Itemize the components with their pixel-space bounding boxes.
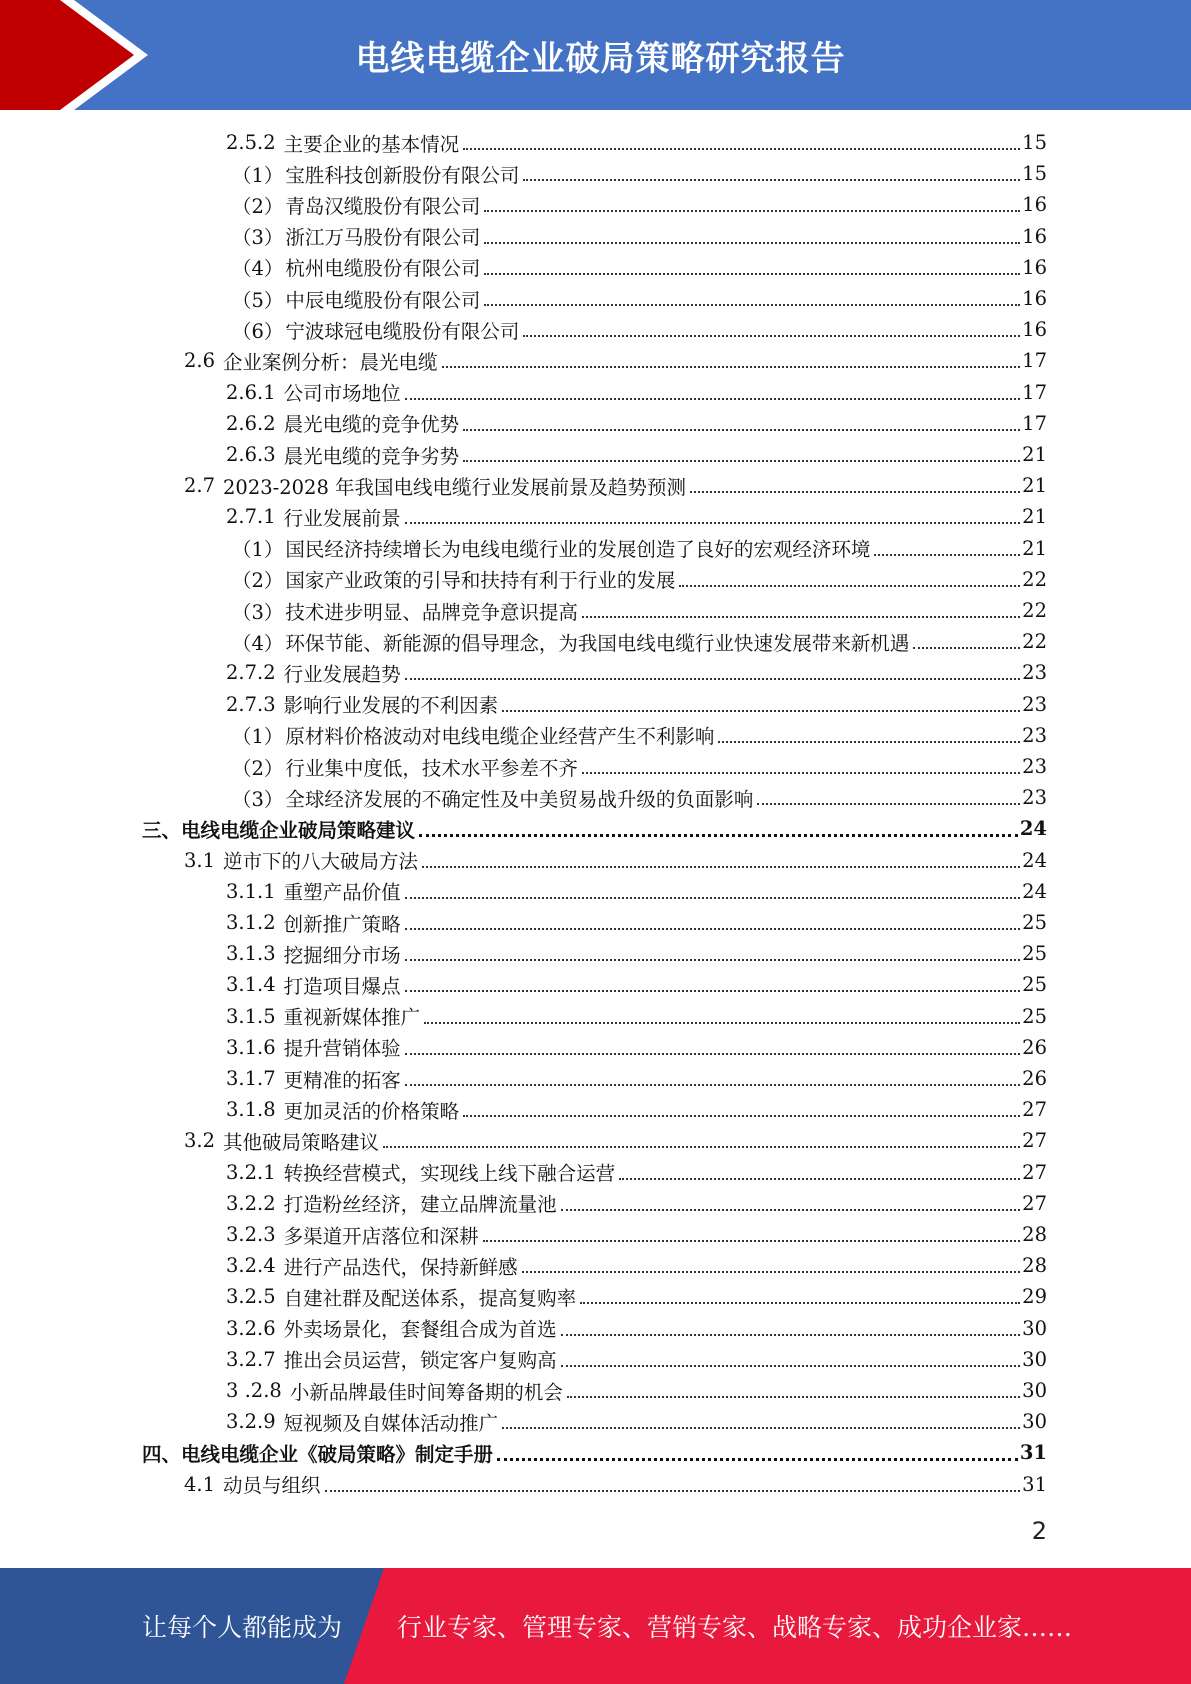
toc-entry[interactable] [226, 938, 1047, 969]
toc-leader-dots [424, 1021, 1020, 1024]
toc-entry-title: 小新品牌最佳时间筹备期的机会 [289, 1380, 563, 1404]
toc-entry-number: 3.2.2 [226, 1191, 276, 1215]
toc-entry-number: 3.2.5 [226, 1285, 276, 1309]
toc-entry-title: 重塑产品价值 [283, 881, 401, 905]
toc-entry-number: 2.6.1 [226, 380, 276, 404]
page-number: 2 [1031, 1517, 1047, 1545]
toc-entry[interactable] [226, 501, 1047, 532]
toc-entry-page: 27 [1022, 1098, 1047, 1122]
toc-entry-title: 其他破局策略建议 [223, 1130, 380, 1154]
toc-entry[interactable] [232, 158, 1047, 189]
toc-entry-page: 23 [1022, 723, 1047, 747]
toc-entry-title: 技术进步明显、品牌竞争意识提高 [285, 600, 578, 624]
toc-leader-dots [442, 365, 1021, 368]
toc-entry-page: 29 [1022, 1285, 1047, 1309]
toc-entry[interactable] [232, 252, 1047, 283]
toc-leader-dots [484, 272, 1020, 275]
toc-entry[interactable] [226, 1375, 1047, 1406]
toc-entry-page: 31 [1019, 1441, 1047, 1465]
toc-entry-title: 2023-2028 年我国电线电缆行业发展前景及趋势预测 [223, 475, 687, 499]
toc-entry-page: 15 [1022, 131, 1047, 154]
toc-leader-dots [463, 428, 1020, 431]
toc-entry-page: 25 [1022, 911, 1047, 934]
toc-entry-page: 17 [1022, 411, 1047, 435]
toc-entry[interactable] [226, 876, 1047, 907]
toc-entry[interactable] [184, 1469, 1047, 1500]
toc-entry-title: 浙江万马股份有限公司 [285, 226, 481, 250]
toc-entry-title: 短视频及自媒体活动推广 [283, 1411, 499, 1435]
toc-entry-number: （2） [232, 194, 284, 218]
toc-entry-title: 外卖场景化，套餐组合成为首选 [283, 1318, 557, 1342]
toc-entry[interactable] [226, 1001, 1047, 1032]
toc-entry-number: 3.2.3 [226, 1223, 276, 1246]
toc-leader-dots [405, 927, 1021, 930]
toc-entry-page: 25 [1022, 942, 1047, 966]
toc-entry-page: 24 [1022, 848, 1047, 872]
toc-entry[interactable] [232, 314, 1047, 345]
toc-leader-dots [405, 989, 1021, 992]
report-title: 电线电缆企业破局策略研究报告 [355, 38, 846, 79]
toc-entry-number: 3.1.2 [226, 911, 276, 934]
toc-entry-title: 原材料价格波动对电线电缆企业经营产生不利影响 [285, 725, 715, 749]
toc-entry-title: 挖掘细分市场 [283, 943, 401, 967]
toc-leader-dots [502, 1426, 1020, 1429]
toc-entry-page: 24 [1022, 879, 1047, 903]
toc-entry-page: 21 [1022, 474, 1047, 498]
toc-entry[interactable] [226, 1281, 1047, 1312]
toc-leader-dots [483, 1239, 1021, 1242]
toc-entry-number: 2.7.2 [226, 661, 276, 685]
toc-entry-page: 24 [1019, 817, 1047, 841]
toc-entry[interactable] [142, 813, 1047, 844]
toc-leader-dots [383, 1145, 1020, 1148]
toc-leader-dots [690, 490, 1020, 493]
toc-entry-number: 3.2 [184, 1129, 216, 1153]
toc-entry-title: 创新推广策略 [283, 912, 401, 936]
toc-entry-page: 21 [1022, 443, 1047, 466]
toc-entry-page: 30 [1022, 1316, 1047, 1340]
toc-entry-title: 宁波球冠电缆股份有限公司 [285, 319, 520, 343]
toc-entry-page: 23 [1022, 755, 1047, 778]
toc-entry-number: 2.6.2 [226, 411, 276, 435]
toc-entry-title: 转换经营模式，实现线上线下融合运营 [283, 1162, 616, 1186]
toc-entry[interactable] [232, 564, 1047, 595]
toc-entry-title: 自建社群及配送体系，提高复购率 [283, 1286, 577, 1310]
toc-entry-number: （4） [232, 257, 284, 281]
toc-leader-dots [523, 334, 1020, 337]
toc-entry-title: 动员与组织 [223, 1474, 321, 1498]
toc-entry-number: 3.2.9 [226, 1410, 276, 1434]
toc-entry-title: 行业发展前景 [283, 506, 401, 530]
toc-leader-dots [463, 459, 1020, 462]
toc-leader-dots [484, 209, 1020, 212]
toc-leader-dots [484, 303, 1020, 306]
toc-entry-number: 2.6 [184, 349, 216, 373]
toc-entry-page: 22 [1022, 630, 1047, 654]
toc-entry-page: 23 [1022, 692, 1047, 716]
toc-leader-dots [561, 1333, 1021, 1336]
toc-entry-number: 3.2.6 [226, 1316, 276, 1340]
toc-leader-dots [405, 896, 1021, 899]
toc-entry-page: 22 [1022, 567, 1047, 591]
toc-entry-title: 主要企业的基本情况 [283, 132, 460, 156]
toc-leader-dots [619, 1177, 1020, 1180]
toc-entry-title: 重视新媒体推广 [283, 1006, 421, 1030]
toc-entry[interactable] [226, 1406, 1047, 1437]
toc-entry-page: 22 [1022, 599, 1047, 622]
toc-entry-number: 2.5.2 [226, 131, 276, 154]
toc-entry[interactable] [184, 470, 1047, 501]
toc-leader-dots [561, 1364, 1021, 1367]
toc-entry[interactable] [226, 439, 1047, 470]
toc-entry-title: 晨光电缆的竞争优势 [283, 413, 460, 437]
toc-leader-dots [522, 1270, 1021, 1273]
toc-entry-page: 15 [1022, 162, 1047, 186]
footer-slogan-right: 行业专家、管理专家、营销专家、战略专家、成功企业家…… [397, 1613, 1073, 1642]
toc-entry-title: 企业案例分析：晨光电缆 [223, 350, 438, 374]
toc-entry-title: 进行产品迭代，保持新鲜感 [283, 1255, 518, 1279]
toc-entry-title: 宝胜科技创新股份有限公司 [285, 163, 520, 187]
toc-leader-dots [580, 1301, 1020, 1304]
toc-entry-page: 16 [1022, 287, 1047, 310]
toc-entry-number: （5） [232, 288, 284, 312]
toc-entry-number: 3.2.7 [226, 1347, 276, 1371]
toc-entry-number: （3） [232, 226, 284, 250]
toc-entry-title: 晨光电缆的竞争劣势 [283, 444, 460, 468]
toc-entry[interactable] [226, 1219, 1047, 1250]
toc-entry[interactable] [184, 845, 1047, 876]
toc-entry-title: 青岛汉缆股份有限公司 [285, 194, 481, 218]
toc-entry-number: 三、 [142, 818, 182, 842]
toc-entry[interactable] [226, 969, 1047, 1000]
toc-leader-dots [463, 1114, 1020, 1117]
toc-entry[interactable] [226, 1032, 1047, 1063]
toc-entry[interactable] [184, 345, 1047, 376]
toc-entry-page: 25 [1022, 973, 1047, 997]
toc-entry-title: 影响行业发展的不利因素 [283, 694, 499, 718]
toc-leader-dots [582, 615, 1020, 618]
toc-entry-page: 26 [1022, 1035, 1047, 1059]
toc-entry-number: 四、 [142, 1442, 182, 1466]
toc-entry-number: （1） [232, 725, 284, 749]
toc-leader-dots [679, 584, 1020, 587]
toc-entry-title: 国民经济持续增长为电线电缆行业的发展创造了良好的宏观经济环境 [285, 538, 871, 562]
toc-entry-title: 行业发展趋势 [283, 662, 401, 686]
toc-entry-title: 杭州电缆股份有限公司 [285, 257, 481, 281]
toc-entry-title: 多渠道开店落位和深耕 [283, 1224, 479, 1248]
toc-entry-title: 中辰电缆股份有限公司 [285, 288, 481, 312]
toc-entry[interactable] [232, 533, 1047, 564]
toc-leader-dots [419, 833, 1018, 837]
toc-entry[interactable] [142, 1437, 1047, 1468]
toc-leader-dots [913, 646, 1020, 649]
toc-entry-page: 16 [1022, 318, 1047, 342]
toc-entry-number: 3.1.3 [226, 942, 276, 966]
toc-entry-page: 17 [1022, 349, 1047, 373]
toc-entry[interactable] [226, 1094, 1047, 1125]
toc-entry-title: 环保节能、新能源的倡导理念，为我国电线电缆行业快速发展带来新机遇 [285, 631, 910, 655]
toc-entry[interactable] [226, 657, 1047, 688]
toc-entry-title: 电线电缆企业破局策略建议 [181, 818, 416, 842]
toc-entry-title: 打造粉丝经济，建立品牌流量池 [283, 1193, 557, 1217]
toc-entry-number: 2.7.3 [226, 692, 276, 716]
toc-leader-dots [405, 1083, 1021, 1086]
toc-entry-title: 公司市场地位 [283, 382, 401, 406]
toc-entry-title: 提升营销体验 [283, 1037, 401, 1061]
toc-entry-number: （3） [232, 600, 284, 624]
toc-entry-number: 3.1.6 [226, 1035, 276, 1059]
toc-entry[interactable] [226, 1063, 1047, 1094]
toc-entry-page: 30 [1022, 1347, 1047, 1371]
toc-entry-page: 21 [1022, 505, 1047, 529]
toc-leader-dots [718, 740, 1020, 743]
toc-entry-page: 27 [1022, 1160, 1047, 1184]
toc-entry[interactable] [226, 1344, 1047, 1375]
toc-entry-page: 16 [1022, 193, 1047, 217]
toc-leader-dots [502, 709, 1020, 712]
toc-entry-page: 30 [1022, 1410, 1047, 1434]
toc-leader-dots [567, 1395, 1020, 1398]
toc-entry-number: 3.1.5 [226, 1004, 276, 1028]
toc-entry-page: 16 [1022, 224, 1047, 248]
toc-entry-number: （2） [232, 569, 284, 593]
toc-entry-number: （1） [232, 538, 284, 562]
toc-entry-number: 3 .2.8 [226, 1379, 282, 1402]
toc-entry[interactable] [226, 1313, 1047, 1344]
toc-leader-dots [405, 958, 1021, 961]
toc-leader-dots [325, 1489, 1021, 1492]
toc-entry-page: 28 [1022, 1254, 1047, 1278]
toc-entry-number: 3.1.7 [226, 1067, 276, 1090]
toc-entry-page: 30 [1022, 1379, 1047, 1402]
toc-entry-number: 2.7 [184, 474, 216, 498]
toc-entry-number: （1） [232, 163, 284, 187]
toc-entry-number: 3.1.1 [226, 879, 276, 903]
toc-entry-page: 27 [1022, 1129, 1047, 1153]
toc-entry[interactable] [226, 408, 1047, 439]
toc-entry[interactable] [232, 283, 1047, 314]
toc-leader-dots [463, 147, 1020, 150]
toc-entry-number: （6） [232, 319, 284, 343]
toc-entry[interactable] [226, 907, 1047, 938]
toc-entry-number: 3.1 [184, 848, 216, 872]
toc-leader-dots [582, 771, 1020, 774]
toc-entry-number: 3.2.1 [226, 1160, 276, 1184]
toc-entry[interactable] [232, 782, 1047, 813]
toc-entry-title: 推出会员运营，锁定客户复购高 [283, 1349, 557, 1373]
toc-entry-title: 逆市下的八大破局方法 [223, 850, 419, 874]
toc-entry-page: 17 [1022, 380, 1047, 404]
toc-leader-dots [523, 178, 1020, 181]
toc-entry-title: 打造项目爆点 [283, 974, 401, 998]
toc-entry-number: 4.1 [184, 1472, 216, 1496]
toc-entry-number: 2.7.1 [226, 505, 276, 529]
toc-entry-page: 25 [1022, 1004, 1047, 1028]
toc-entry[interactable] [232, 189, 1047, 220]
toc-leader-dots [405, 1052, 1021, 1055]
toc-entry-title: 更加灵活的价格策略 [283, 1099, 460, 1123]
toc-entry[interactable] [226, 377, 1047, 408]
toc-entry-page: 31 [1022, 1472, 1047, 1496]
toc-entry-number: 3.1.4 [226, 973, 276, 997]
toc-leader-dots [757, 802, 1020, 805]
toc-entry[interactable] [232, 751, 1047, 782]
toc-entry[interactable] [232, 595, 1047, 626]
page-header [0, 0, 1191, 110]
toc-leader-dots [422, 865, 1020, 868]
toc-entry-number: 3.2.4 [226, 1254, 276, 1278]
toc-entry-number: 2.6.3 [226, 443, 276, 466]
toc-entry-page: 27 [1022, 1191, 1047, 1215]
toc-entry-page: 16 [1022, 255, 1047, 279]
toc-entry[interactable] [226, 1250, 1047, 1281]
toc-leader-dots [497, 1457, 1018, 1461]
toc-entry[interactable] [226, 1188, 1047, 1219]
toc-leader-dots [484, 241, 1020, 244]
toc-entry-page: 26 [1022, 1067, 1047, 1090]
toc-entry-page: 28 [1022, 1223, 1047, 1246]
toc-leader-dots [874, 553, 1020, 556]
toc-entry-number: （3） [232, 787, 284, 811]
toc-leader-dots [405, 677, 1021, 680]
toc-entry-number: 3.1.8 [226, 1098, 276, 1122]
toc-entry-title: 全球经济发展的不确定性及中美贸易战升级的负面影响 [285, 787, 754, 811]
toc-entry[interactable] [226, 689, 1047, 720]
toc-entry-number: （4） [232, 631, 284, 655]
toc-entry[interactable] [232, 221, 1047, 252]
page-footer [0, 1568, 1191, 1684]
toc-entry[interactable] [226, 127, 1047, 158]
toc-entry-title: 国家产业政策的引导和扶持有利于行业的发展 [285, 569, 676, 593]
footer-slogan-left: 让每个人都能成为 [142, 1613, 343, 1642]
toc-entry-page: 21 [1022, 536, 1047, 560]
toc-entry[interactable] [226, 1157, 1047, 1188]
toc-entry-title: 更精准的拓客 [283, 1068, 401, 1092]
toc-leader-dots [405, 521, 1021, 524]
toc-entry-title: 行业集中度低，技术水平参差不齐 [285, 756, 578, 780]
toc-leader-dots [561, 1208, 1021, 1211]
toc-entry-title: 电线电缆企业《破局策略》制定手册 [181, 1442, 494, 1466]
toc-leader-dots [405, 397, 1021, 400]
toc-entry[interactable] [184, 1125, 1047, 1156]
toc-entry[interactable] [232, 720, 1047, 751]
toc-entry-page: 23 [1022, 786, 1047, 810]
toc-entry-number: （2） [232, 756, 284, 780]
toc-entry-page: 23 [1022, 661, 1047, 685]
toc-entry[interactable] [232, 626, 1047, 657]
